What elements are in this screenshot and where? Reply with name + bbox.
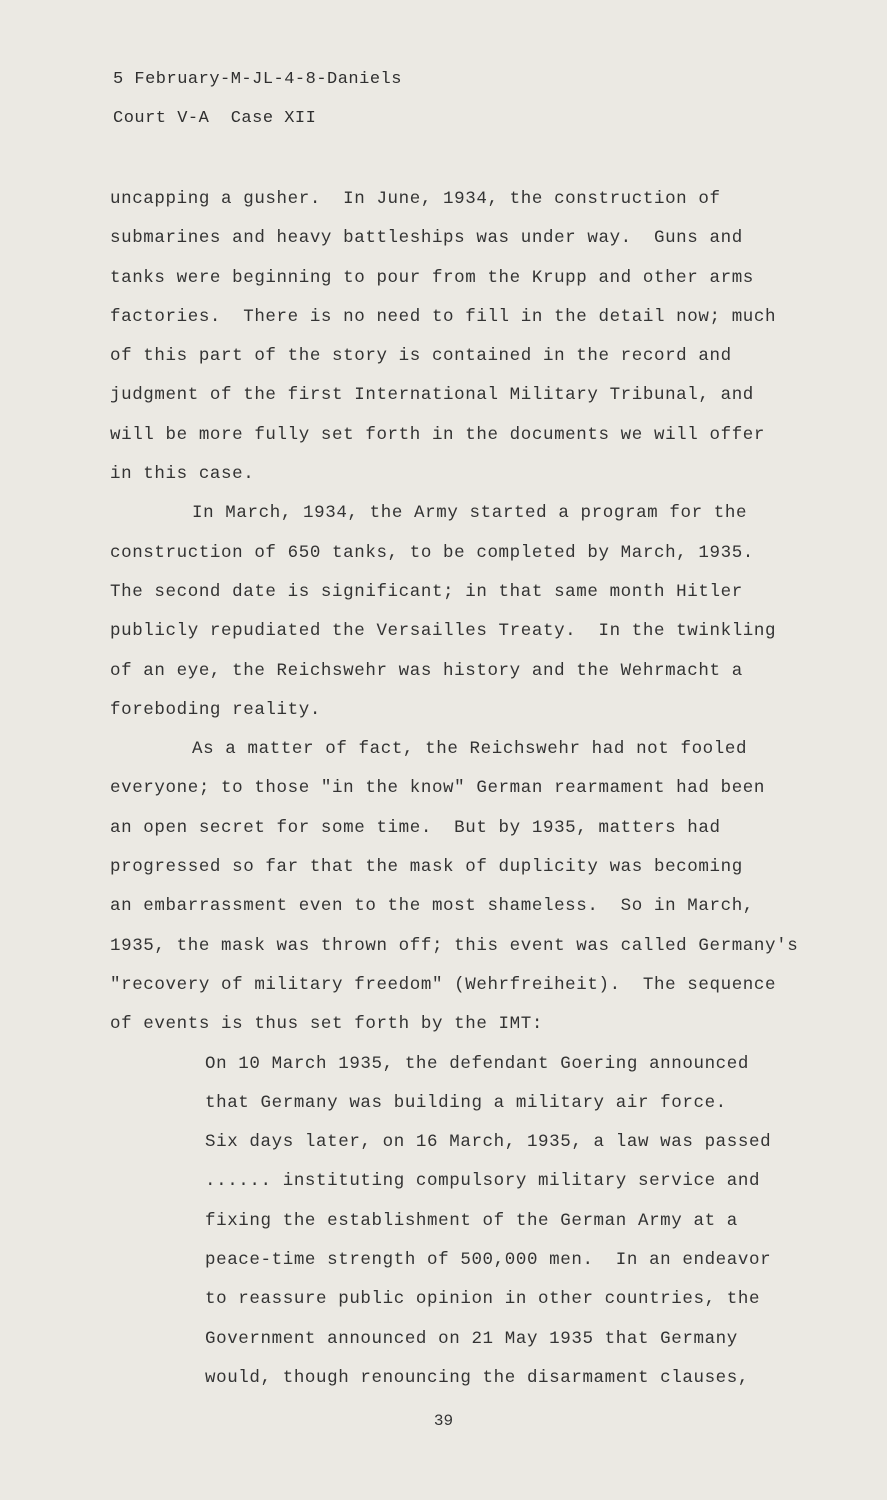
- text-line: everyone; to those "in the know" German rearmament had been: [110, 778, 766, 799]
- text-line: an embarrassment even to the most shameless. So in March,: [110, 896, 754, 917]
- text-line: in this case.: [110, 464, 255, 485]
- text-line: progressed so far that the mask of duplicity was becoming: [110, 857, 743, 878]
- text-line: construction of 650 tanks, to be completed by March, 1935.: [110, 542, 754, 563]
- text-line: judgment of the first International Military Tribunal, and: [110, 385, 754, 406]
- text-line: As a matter of fact, the Reichswehr had not fooled: [192, 739, 748, 760]
- quote-line: fixing the establishment of the German Army at a: [205, 1210, 738, 1231]
- quote-line: that Germany was building a military air force.: [205, 1092, 727, 1113]
- page-number: 39: [433, 1412, 454, 1430]
- quote-line: On 10 March 1935, the defendant Goering announced: [205, 1053, 749, 1074]
- text-line: will be more fully set forth in the documents we will offer: [110, 424, 766, 445]
- text-line: 1935, the mask was thrown off; this event was called Germany's: [110, 935, 799, 956]
- text-line: In March, 1934, the Army started a program for the: [192, 503, 748, 524]
- text-line: an open secret for some time. But by 1935, matters had: [110, 817, 721, 838]
- text-line: publicly repudiated the Versailles Treaty. In the twinkling: [110, 621, 777, 642]
- paragraph-1: [110, 180, 810, 494]
- text-line: of this part of the story is contained in the record and: [110, 346, 732, 367]
- text-line: foreboding reality.: [110, 699, 321, 720]
- quote-line: to reassure public opinion in other countries, the: [205, 1289, 761, 1310]
- text-line: The second date is significant; in that same month Hitler: [110, 581, 743, 602]
- page-header: [113, 70, 402, 149]
- paragraph-3: [110, 730, 810, 1044]
- header-line-1: 5 February-M-JL-4-8-Daniels: [113, 70, 402, 89]
- block-quote: [110, 1045, 810, 1399]
- text-line: factories. There is no need to fill in the detail now; much: [110, 306, 777, 327]
- document-body: [110, 180, 810, 1398]
- header-line-2: Court V-A Case XII: [113, 109, 317, 129]
- text-line: of events is thus set forth by the IMT:: [110, 1014, 543, 1035]
- text-line: uncapping a gusher. In June, 1934, the construction of: [110, 189, 721, 209]
- quote-line: peace-time strength of 500,000 men. In an endeavor: [205, 1250, 772, 1271]
- quote-line: Six days later, on 16 March, 1935, a law was passed: [205, 1132, 772, 1153]
- text-line: "recovery of military freedom" (Wehrfreiheit). The sequence: [110, 974, 777, 995]
- text-line: submarines and heavy battleships was under way. Guns and: [110, 228, 743, 249]
- quote-line: would, though renouncing the disarmament clauses,: [205, 1367, 749, 1388]
- quote-line: Government announced on 21 May 1935 that Germany: [205, 1328, 738, 1349]
- quote-line: ...... instituting compulsory military service and: [205, 1171, 761, 1192]
- paragraph-2: [110, 494, 810, 730]
- text-line: of an eye, the Reichswehr was history and the Wehrmacht a: [110, 660, 743, 681]
- text-line: tanks were beginning to pour from the Krupp and other arms: [110, 267, 754, 288]
